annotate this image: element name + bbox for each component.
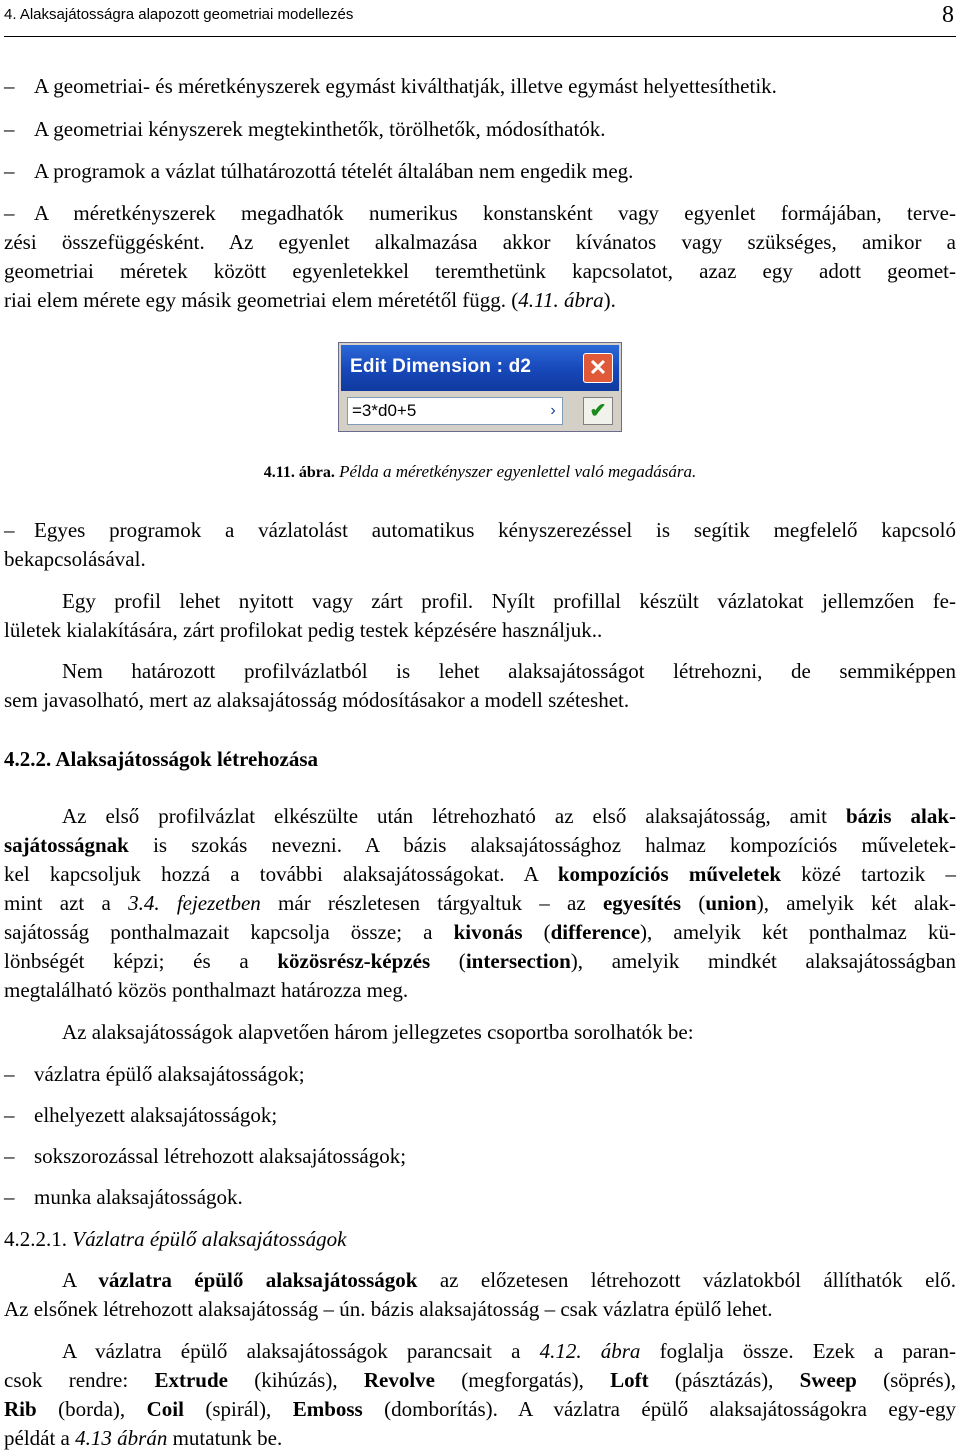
figure-reference: 4.11. ábra xyxy=(518,288,604,312)
list-dash: – xyxy=(4,1103,15,1127)
term: intersection xyxy=(465,949,571,973)
term: Coil xyxy=(146,1397,184,1421)
text-run: (kihúzás), xyxy=(227,1368,364,1392)
text-run: már részletesen tárgyaltuk – az xyxy=(260,891,603,915)
paragraph-line: Nem határozott profilvázlatból is lehet alaksajátosságot létrehozni, de semmiképpen xyxy=(62,659,956,683)
list-item: A geometriai kényszerek megtekinthetők, törölhetők, módosíthatók. xyxy=(34,117,606,141)
text-run: csok rendre: xyxy=(4,1368,155,1392)
edit-dimension-dialog xyxy=(338,342,622,432)
paragraph-line xyxy=(4,286,956,314)
text-run: Az első profilvázlat elkészülte után létrehozható az első alaksajátosság, amit xyxy=(62,804,846,828)
text-run: (domborítás). A vázlatra épülő alaksajátosságokra egy-egy xyxy=(362,1397,956,1421)
paragraph-line xyxy=(4,918,956,946)
text-run: riai elem mérete egy másik geometriai elem méretétől függ. ( xyxy=(4,288,519,312)
paragraph-line xyxy=(4,1395,956,1423)
text-run: közé tartozik – xyxy=(781,862,956,886)
figure-caption xyxy=(0,462,960,482)
list-item-continuation: bekapcsolásával. xyxy=(4,547,146,571)
text-run: példát a xyxy=(4,1426,76,1450)
header-rule xyxy=(4,36,956,37)
text-run: sajátosság ponthalmazait kapcsolja össze; a xyxy=(4,920,454,944)
chapter-reference: 3.4. fejezetben xyxy=(128,891,261,915)
list-item: sokszorozással létrehozott alaksajátosságok; xyxy=(34,1144,407,1168)
dialog-title: Edit Dimension : d2 xyxy=(350,356,532,377)
list-item: elhelyezett alaksajátosságok; xyxy=(34,1103,278,1127)
list-item: A méretkényszerek megadhatók numerikus konstansként vagy egyenlet formájában, terve- xyxy=(34,201,956,225)
paragraph-line xyxy=(62,1266,956,1294)
checkmark-icon[interactable]: ✔ xyxy=(583,397,613,425)
term: Rib xyxy=(4,1397,37,1421)
term: kivonás xyxy=(453,920,523,944)
text-run: ). xyxy=(603,288,616,312)
term: sajátosságnak xyxy=(4,833,129,857)
list-dash: – xyxy=(4,518,15,542)
list-dash: – xyxy=(4,201,15,225)
list-item: Egyes programok a vázlatolást automatikus kényszerezéssel is segítik megfelelő kapcsoló xyxy=(34,518,956,542)
list-dash: – xyxy=(4,1185,15,1209)
list-item: munka alaksajátosságok. xyxy=(34,1185,243,1209)
paragraph-line: Az alaksajátosságok alapvetően három jellegzetes csoportba sorolhatók be: xyxy=(62,1020,694,1044)
text-run: A vázlatra épülő alaksajátosságok parancsait a xyxy=(62,1339,540,1363)
figure-reference: 4.13 ábrán xyxy=(75,1426,168,1450)
text-run: is szokás nevezni. A bázis alaksajátossághoz halmaz kompozíciós műveletek- xyxy=(128,833,956,857)
text-run: mint azt a xyxy=(4,891,129,915)
paragraph-line xyxy=(4,1424,956,1452)
text-run: A xyxy=(62,1268,99,1292)
list-item: A geometriai- és méretkényszerek egymást kiválthatják, illetve egymást helyettesíthetik. xyxy=(34,74,777,98)
paragraph-line: lületek kialakítására, zárt profilokat pedig testek képzésére használjuk.. xyxy=(4,618,603,642)
term: kompozíciós műveletek xyxy=(557,862,782,886)
text-run: (spirál), xyxy=(183,1397,293,1421)
close-icon[interactable]: ✕ xyxy=(583,353,613,383)
text-run: kel kapcsoljuk hozzá a további alaksajátosságokat. A xyxy=(4,862,558,886)
text-run: mutatunk be. xyxy=(167,1426,283,1450)
term: vázlatra épülő alaksajátosságok xyxy=(98,1268,418,1292)
dimension-expression-input[interactable]: =3*d0+5 xyxy=(347,397,563,425)
text-run: ( xyxy=(430,949,466,973)
text-run: az előzetesen létrehozott vázlatokból állíthatók elő. xyxy=(417,1268,956,1292)
list-dash: – xyxy=(4,1144,15,1168)
paragraph-line: Egy profil lehet nyitott vagy zárt profil. Nyílt profillal készült vázlatokat jellemzően fe- xyxy=(62,589,956,613)
list-item: A programok a vázlat túlhatározottá tételét általában nem engedik meg. xyxy=(34,159,634,183)
term: Emboss xyxy=(292,1397,363,1421)
paragraph-line xyxy=(4,889,956,917)
list-item: vázlatra épülő alaksajátosságok; xyxy=(34,1062,305,1086)
page-header xyxy=(4,4,956,30)
list-dash: – xyxy=(4,1062,15,1086)
term: Sweep xyxy=(799,1368,857,1392)
text-run: (pásztázás), xyxy=(648,1368,800,1392)
paragraph-line: zési összefüggésként. Az egyenlet alkalmazása akkor kívánatos vagy szükséges, amikor a xyxy=(4,230,956,254)
paragraph-line xyxy=(4,831,956,859)
subsection-number: 4.2.2.1. xyxy=(4,1227,67,1251)
paragraph-line: sem javasolható, mert az alaksajátosság módosításakor a modell széteshet. xyxy=(4,688,630,712)
figure-reference: 4.12. ábra xyxy=(539,1339,641,1363)
paragraph-line xyxy=(4,860,956,888)
term: bázis alak- xyxy=(846,804,956,828)
text-run: ), amelyik két ponthalmaz kü- xyxy=(640,920,956,944)
term: difference xyxy=(550,920,641,944)
header-title: 4. Alaksajátosságra alapozott geometriai modellezés xyxy=(4,6,354,23)
paragraph-line xyxy=(62,802,956,830)
term: Revolve xyxy=(363,1368,435,1392)
subsection-heading xyxy=(4,1225,956,1253)
text-run: lönbségét képzi; és a xyxy=(4,949,278,973)
term: union xyxy=(705,891,757,915)
paragraph-line xyxy=(62,1337,956,1365)
dialog-title-bar xyxy=(341,345,619,391)
term: Loft xyxy=(610,1368,649,1392)
text-run: ), amelyik két alak- xyxy=(756,891,956,915)
subsection-title: Vázlatra épülő alaksajátosságok xyxy=(72,1227,347,1251)
text-run: foglalja össze. Ezek a paran- xyxy=(640,1339,956,1363)
paragraph-line xyxy=(4,1366,956,1394)
text-run: ( xyxy=(681,891,706,915)
page-number: 8 xyxy=(942,2,954,28)
text-run: ), amelyik mindkét alaksajátosságban xyxy=(570,949,956,973)
term: közösrész-képzés xyxy=(277,949,431,973)
list-dash: – xyxy=(4,74,15,98)
paragraph-line: megtalálható közös ponthalmazt határozza meg. xyxy=(4,978,409,1002)
term: egyesítés xyxy=(602,891,682,915)
list-dash: – xyxy=(4,159,15,183)
section-heading: 4.2.2. Alaksajátosságok létrehozása xyxy=(4,747,319,771)
figure-caption-text: Példa a méretkényszer egyenlettel való megadására. xyxy=(339,462,697,481)
text-run: (megforgatás), xyxy=(435,1368,611,1392)
figure-label: 4.11. ábra. xyxy=(263,464,335,481)
text-run: (söprés), xyxy=(856,1368,956,1392)
text-run: ( xyxy=(522,920,551,944)
list-dash: – xyxy=(4,117,15,141)
chevron-right-icon[interactable]: › xyxy=(550,402,556,419)
paragraph-line xyxy=(4,947,956,975)
term: Extrude xyxy=(154,1368,228,1392)
paragraph-line: geometriai méretek között egyenletekkel teremthetünk kapcsolatot, azaz egy adott geomet- xyxy=(4,259,956,283)
paragraph-line: Az elsőnek létrehozott alaksajátosság – ún. bázis alaksajátosság – csak vázlatra épülő lehet. xyxy=(4,1297,773,1321)
text-run: (borda), xyxy=(36,1397,147,1421)
